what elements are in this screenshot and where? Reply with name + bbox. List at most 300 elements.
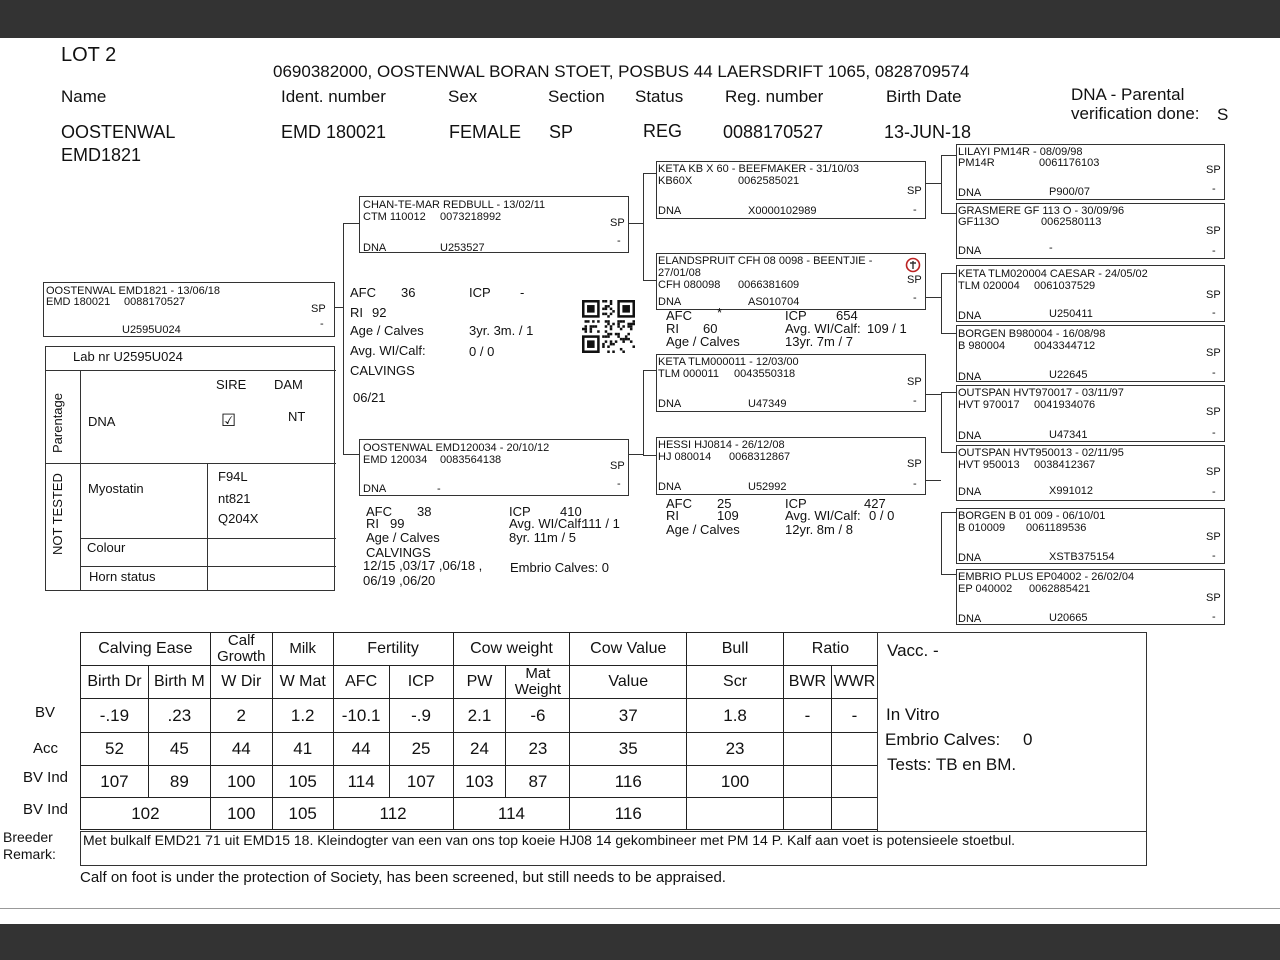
gp-dna-label: DNA (658, 398, 682, 410)
grandparent-box (656, 437, 926, 495)
gp2-icp-label: ICP (785, 308, 807, 323)
ggp-dna: U250411 (1049, 308, 1093, 320)
gp-section: SP (907, 185, 922, 197)
gp4-ri: 109 (717, 508, 739, 523)
sire-dash: - (617, 235, 621, 247)
value-name-1: OOSTENWAL (61, 122, 176, 142)
gp4-wi-label: Avg. WI/Calf: (785, 508, 861, 523)
gp4-wi: 0 / 0 (869, 508, 895, 523)
ggp-section: SP (1206, 289, 1221, 301)
dam-title: OOSTENWAL EMD120034 - 20/10/12 (363, 442, 550, 454)
animal-ri: 92 (372, 305, 387, 320)
top-bar (0, 0, 1280, 38)
qr-code (582, 300, 635, 353)
dam-box (359, 439, 629, 496)
ggp-ident: GF113O (958, 216, 1000, 228)
acc-cell: 45 (148, 733, 210, 766)
value-name-2: EMD1821 (61, 145, 142, 165)
ggp-title: LILAYI PM14R - 08/09/98 (958, 146, 1083, 158)
gp-ident: HJ 080014 (658, 451, 712, 463)
dam-dna: - (437, 483, 441, 495)
ggp-ident: TLM 020004 (958, 280, 1020, 292)
dam-calvings-1: 12/15 ,03/17 ,06/18 , (363, 558, 483, 573)
bv-ind-row (81, 766, 878, 798)
gp-dash: - (913, 204, 917, 216)
acc-cell: 23 (687, 733, 784, 766)
bv-cell: - (783, 699, 831, 733)
great-grandparent-box (956, 569, 1225, 625)
ggp-title: EMBRIO PLUS EP04002 - 26/02/04 (958, 571, 1135, 583)
gp2-wi-label: Avg. WI/Calf: (785, 321, 861, 336)
great-grandparent-box (956, 203, 1225, 259)
connector (941, 452, 956, 453)
ggp-title: BORGEN B 01 009 - 06/10/01 (958, 510, 1106, 522)
connector (643, 370, 644, 456)
sire-section: SP (610, 217, 625, 229)
ggp-reg: 0061189536 (1026, 522, 1087, 534)
ggp-section: SP (1206, 592, 1221, 604)
label-section: Section (548, 87, 605, 106)
bv-cell: 1.8 (687, 699, 784, 733)
bv-cell: -.9 (389, 699, 453, 733)
connector (643, 280, 657, 281)
value-ident: EMD 180021 (281, 122, 387, 142)
lab-divider (80, 566, 336, 567)
parentage-label: Parentage (50, 393, 65, 453)
connector (925, 297, 941, 298)
label-reg: Reg. number (725, 87, 824, 106)
label-sex: Sex (448, 87, 478, 106)
col-pw: PW (453, 666, 506, 699)
gp4-age-label: Age / Calves (666, 522, 740, 537)
lab-divider (80, 370, 81, 591)
connector (941, 273, 942, 333)
acc-cell: 24 (453, 733, 506, 766)
ggp-dash: - (1212, 486, 1216, 498)
animal-reg: 0088170527 (124, 296, 186, 308)
ggp-reg: 0041934076 (1034, 399, 1096, 411)
ggp-dna: P900/07 (1049, 186, 1090, 198)
group-cow-value: Cow Value (570, 633, 687, 666)
col-value: Value (570, 666, 687, 699)
tests: Tests: TB en BM. (887, 755, 1017, 774)
sire-ident: CTM 110012 (363, 211, 426, 223)
group-fertility: Fertility (333, 633, 453, 666)
ggp-ident: HVT 950013 (958, 459, 1020, 471)
ebv-table (80, 632, 878, 830)
gp2-ri: 60 (703, 321, 718, 336)
lot-title: LOT 2 (61, 44, 117, 66)
sire-dna: U253527 (440, 242, 485, 254)
connector (643, 370, 657, 371)
gp-title: KETA KB X 60 - BEEFMAKER - 31/10/03 (658, 163, 859, 175)
group-ratio: Ratio (783, 633, 877, 666)
ggp-dash: - (1212, 307, 1216, 319)
embrio-calves: Embrio Calves: (885, 730, 1001, 749)
value-birth: 13-JUN-18 (884, 122, 972, 142)
ind-cell (783, 766, 831, 798)
gp2-icp: 654 (836, 308, 858, 323)
ggp-dna: U20665 (1049, 612, 1088, 624)
dam-calvings-label: CALVINGS (366, 545, 431, 560)
connector (643, 173, 644, 280)
gp4-afc: 25 (717, 496, 732, 511)
ggp-reg: 0061176103 (1039, 157, 1100, 169)
group-calving-ease: Calving Ease (81, 633, 211, 666)
gp-dna: U52992 (748, 481, 787, 493)
connector (643, 173, 657, 174)
gp-reg: 0062585021 (738, 175, 800, 187)
gp-section: SP (907, 274, 922, 286)
ggp-dna: U47341 (1049, 429, 1088, 441)
ind-cell: 107 (389, 766, 453, 798)
value-sex: FEMALE (449, 122, 522, 142)
ind2-cell: 112 (333, 798, 453, 830)
ggp-dna-label: DNA (958, 486, 982, 498)
gp-reg: 0043550318 (734, 368, 796, 380)
connector (941, 574, 956, 575)
ggp-dna-label: DNA (958, 310, 982, 322)
col-birth-dr: Birth Dr (81, 666, 149, 699)
dam-dna-result: NT (288, 409, 306, 424)
ggp-ident: PM14R (958, 157, 995, 169)
owner-line: 0690382000, OOSTENWAL BORAN STOET, POSBUS 44 LAERSDRIFT 1065, 0828709574 (273, 62, 970, 81)
connector (343, 454, 359, 455)
connector (925, 480, 941, 481)
gp-title-2: 27/01/08 (658, 267, 701, 279)
dam-afc-label: AFC (366, 504, 392, 519)
ggp-ident: B 980004 (958, 340, 1006, 352)
connector (941, 512, 942, 574)
gp-dna-label: DNA (658, 296, 682, 308)
ind2-cell: 102 (81, 798, 211, 830)
bottom-bar (0, 924, 1280, 960)
lab-box (45, 346, 335, 591)
ggp-dna-label: DNA (958, 371, 982, 383)
ind-cell: 107 (81, 766, 149, 798)
ggp-ident: HVT 970017 (958, 399, 1020, 411)
gp4-icp-label: ICP (785, 496, 807, 511)
acc-cell: 41 (272, 733, 333, 766)
connector (941, 392, 942, 452)
gp-dash: - (913, 478, 917, 490)
ggp-dash: - (1212, 550, 1216, 562)
col-w-dir: W Dir (210, 666, 272, 699)
ggp-title: OUTSPAN HVT950013 - 02/11/95 (958, 447, 1124, 459)
ind-cell: 100 (210, 766, 272, 798)
connector (925, 394, 941, 395)
gp-ident: KB60X (658, 175, 693, 187)
ggp-dash: - (1212, 245, 1216, 257)
ggp-reg: 0038412367 (1034, 459, 1096, 471)
sire-box (359, 196, 629, 253)
gp-ident: CFH 080098 (658, 279, 721, 291)
animal-calvings-label: CALVINGS (350, 363, 415, 378)
ggp-dash: - (1212, 427, 1216, 439)
ggp-title: GRASMERE GF 113 O - 30/09/96 (958, 205, 1125, 217)
bv-cell: -6 (506, 699, 570, 733)
connector (925, 183, 941, 184)
group-calf-growth: Calf Growth (210, 633, 272, 666)
ind2-cell: 114 (453, 798, 570, 830)
gp4-ri-label: RI (666, 508, 679, 523)
animal-age: 3yr. 3m. / 1 (469, 323, 534, 338)
ggp-reg: 0043344712 (1034, 340, 1096, 352)
row-label-bv-ind: BV Ind (23, 769, 69, 786)
row-label-bv-ind-2: BV Ind (23, 801, 69, 818)
connector (941, 155, 956, 156)
bv-cell: 2.1 (453, 699, 506, 733)
dam-reg: 0083564138 (440, 454, 502, 466)
ggp-ident: B 010009 (958, 522, 1006, 534)
connector (941, 213, 956, 214)
embrio-calves-value: 0 (1023, 730, 1033, 749)
vacc: Vacc. - (887, 641, 939, 660)
ggp-dash: - (1212, 611, 1216, 623)
animal-ri-label: RI (350, 305, 363, 320)
dam-wi: 111 / 1 (582, 516, 620, 531)
ggp-dna: XSTB375154 (1049, 551, 1115, 563)
ggp-dash: - (1212, 183, 1216, 195)
breeder-label-2: Remark: (3, 846, 56, 862)
lab-divider (80, 538, 336, 539)
gp-ident: TLM 000011 (658, 368, 719, 380)
bv-cell: 2 (210, 699, 272, 733)
gp-reg: 0068312867 (729, 451, 791, 463)
myostatin-value-1: F94L (218, 469, 248, 484)
connector (629, 223, 643, 224)
connector (941, 392, 956, 393)
ind-cell: 103 (453, 766, 506, 798)
connector (629, 454, 643, 455)
dam-ident: EMD 120034 (363, 454, 428, 466)
ggp-dna: U22645 (1049, 369, 1088, 381)
ind2-cell: 116 (570, 798, 687, 830)
myostatin-label: Myostatin (88, 481, 144, 496)
sire-title: CHAN-TE-MAR REDBULL - 13/02/11 (363, 199, 546, 211)
society-logo-icon (905, 257, 921, 273)
ggp-section: SP (1206, 531, 1221, 543)
ggp-dna-label: DNA (958, 430, 982, 442)
col-icp: ICP (389, 666, 453, 699)
great-grandparent-box (956, 144, 1225, 200)
great-grandparent-box (956, 265, 1225, 322)
gp-title: KETA TLM000011 - 12/03/00 (658, 356, 799, 368)
lab-nr: Lab nr U2595U024 (73, 349, 183, 364)
ind-cell: 100 (687, 766, 784, 798)
ggp-ident: EP 040002 (958, 583, 1013, 595)
animal-box (43, 282, 335, 337)
gp-dna: AS010704 (748, 296, 800, 308)
gp-dna-label: DNA (658, 481, 682, 493)
gp-title: HESSI HJ0814 - 26/12/08 (658, 439, 785, 451)
dam-age-label: Age / Calves (366, 530, 440, 545)
ind2-cell (687, 798, 784, 830)
bv-row (81, 699, 878, 733)
gp2-age-label: Age / Calves (666, 334, 740, 349)
label-birth: Birth Date (886, 87, 962, 106)
gp2-wi: 109 / 1 (867, 321, 907, 336)
remark-box (80, 831, 1147, 866)
dam-dna-label: DNA (363, 483, 387, 495)
ind2-cell: 100 (210, 798, 272, 830)
ggp-title: BORGEN B980004 - 16/08/98 (958, 328, 1106, 340)
ggp-title: OUTSPAN HVT970017 - 03/11/97 (958, 387, 1124, 399)
ggp-section: SP (1206, 164, 1221, 176)
bv-cell: - (831, 699, 877, 733)
animal-wi: 0 / 0 (469, 344, 495, 359)
ggp-dna-label: DNA (958, 613, 982, 625)
checkbox-icon: ☑ (221, 411, 237, 431)
bv-ind2-row (81, 798, 878, 830)
breeder-label-1: Breeder (3, 829, 53, 845)
footer-note: Calf on foot is under the protection of Society, has been screened, but still needs to be appraised. (80, 869, 726, 886)
gp-dash: - (913, 395, 917, 407)
ind2-cell (783, 798, 831, 830)
bottom-rule (0, 908, 1280, 909)
value-status: REG (643, 121, 683, 141)
connector (343, 223, 344, 454)
not-tested-label: NOT TESTED (50, 473, 65, 555)
gp-reg: 0066381609 (738, 279, 800, 291)
animal-section: SP (311, 303, 326, 315)
great-grandparent-box (956, 325, 1225, 382)
ggp-reg: 0062580113 (1041, 216, 1102, 228)
grandparent-box (656, 253, 926, 310)
sire-col: SIRE (216, 377, 247, 392)
ind-cell: 114 (333, 766, 389, 798)
myostatin-value-2: nt821 (218, 491, 251, 506)
ind-cell: 105 (272, 766, 333, 798)
bv-cell: -10.1 (333, 699, 389, 733)
dam-icp: 410 (560, 504, 582, 519)
ggp-title: KETA TLM020004 CAESAR - 24/05/02 (958, 268, 1148, 280)
group-bull: Bull (687, 633, 784, 666)
sire-reg: 0073218992 (440, 211, 502, 223)
animal-ident: EMD 180021 (46, 296, 111, 308)
dna-row-label: DNA (88, 414, 116, 429)
gp2-afc-label: AFC (666, 308, 692, 323)
connector (343, 223, 359, 224)
gp-section: SP (907, 458, 922, 470)
label-ident: Ident. number (281, 87, 386, 106)
row-label-bv: BV (35, 704, 56, 721)
great-grandparent-box (956, 445, 1225, 501)
dam-calvings-2: 06/19 ,06/20 (363, 573, 436, 588)
dam-col: DAM (274, 377, 303, 392)
gp4-afc-label: AFC (666, 496, 692, 511)
bv-cell: 37 (570, 699, 687, 733)
dam-dash: - (617, 478, 621, 490)
label-dna-2: verification done: (1071, 104, 1200, 123)
gp-title: ELANDSPRUIT CFH 08 0098 - BEENTJIE - (658, 255, 873, 267)
acc-cell (783, 733, 831, 766)
ind2-cell: 105 (272, 798, 333, 830)
bv-cell: .23 (148, 699, 210, 733)
ind2-cell (831, 798, 877, 830)
acc-row (81, 733, 878, 766)
gp-dna: X0000102989 (748, 205, 817, 217)
connector (941, 333, 956, 334)
great-grandparent-box (956, 508, 1225, 564)
ggp-dna: - (1049, 242, 1053, 254)
row-label-acc: Acc (33, 740, 59, 757)
animal-dna: U2595U024 (122, 324, 181, 336)
acc-cell (831, 733, 877, 766)
connector (335, 307, 343, 308)
ind-cell (831, 766, 877, 798)
gp-dash: - (913, 292, 917, 304)
animal-age-label: Age / Calves (350, 323, 424, 338)
ggp-section: SP (1206, 466, 1221, 478)
label-dna: DNA - Parental (1071, 85, 1185, 104)
connector (941, 155, 942, 213)
acc-cell: 44 (333, 733, 389, 766)
bv-cell: 1.2 (272, 699, 333, 733)
animal-afc-label: AFC (350, 285, 376, 300)
col-mat-weight: Mat Weight (506, 666, 570, 699)
acc-cell: 25 (389, 733, 453, 766)
label-status: Status (635, 87, 684, 106)
value-section: SP (549, 122, 574, 142)
ind-cell: 87 (506, 766, 570, 798)
bv-cell: -.19 (81, 699, 149, 733)
ggp-dna-label: DNA (958, 552, 982, 564)
gp2-age: 13yr. 7m / 7 (785, 334, 853, 349)
ggp-section: SP (1206, 225, 1221, 237)
connector (941, 273, 956, 274)
dam-section: SP (610, 460, 625, 472)
col-birth-m: Birth M (148, 666, 210, 699)
dam-age: 8yr. 11m / 5 (509, 530, 576, 545)
dna-verification-value: S (1217, 105, 1229, 124)
animal-icp: - (520, 285, 525, 300)
acc-cell: 35 (570, 733, 687, 766)
group-milk: Milk (272, 633, 333, 666)
col-scr: Scr (687, 666, 784, 699)
dam-ri-label: RI (366, 516, 379, 531)
acc-cell: 44 (210, 733, 272, 766)
ggp-dash: - (1212, 367, 1216, 379)
dam-icp-label: ICP (509, 504, 531, 519)
gp-dna: U47349 (748, 398, 787, 410)
grandparent-box (656, 161, 926, 219)
gp-section: SP (907, 376, 922, 388)
gp2-ri-label: RI (666, 321, 679, 336)
ggp-dna: X991012 (1049, 485, 1094, 497)
animal-afc: 36 (401, 285, 416, 300)
col-wwr: WWR (831, 666, 877, 699)
gp-dna-label: DNA (658, 205, 682, 217)
col-bwr: BWR (783, 666, 831, 699)
col-w-mat: W Mat (272, 666, 333, 699)
gp2-afc: * (717, 305, 723, 320)
gp4-icp: 427 (864, 496, 886, 511)
ggp-section: SP (1206, 347, 1221, 359)
lab-divider (207, 463, 208, 591)
dam-afc: 38 (417, 504, 432, 519)
notes-panel (877, 632, 1147, 832)
group-cow-weight: Cow weight (453, 633, 570, 666)
lab-divider (46, 463, 336, 464)
dam-ri: 99 (390, 516, 405, 531)
sire-dna-label: DNA (363, 242, 387, 254)
myostatin-value-3: Q204X (218, 511, 259, 526)
animal-title: OOSTENWAL EMD1821 - 13/06/18 (46, 285, 221, 297)
ggp-reg: 0062885421 (1029, 583, 1091, 595)
in-vitro: In Vitro (886, 705, 940, 724)
animal-dash: - (320, 318, 324, 330)
